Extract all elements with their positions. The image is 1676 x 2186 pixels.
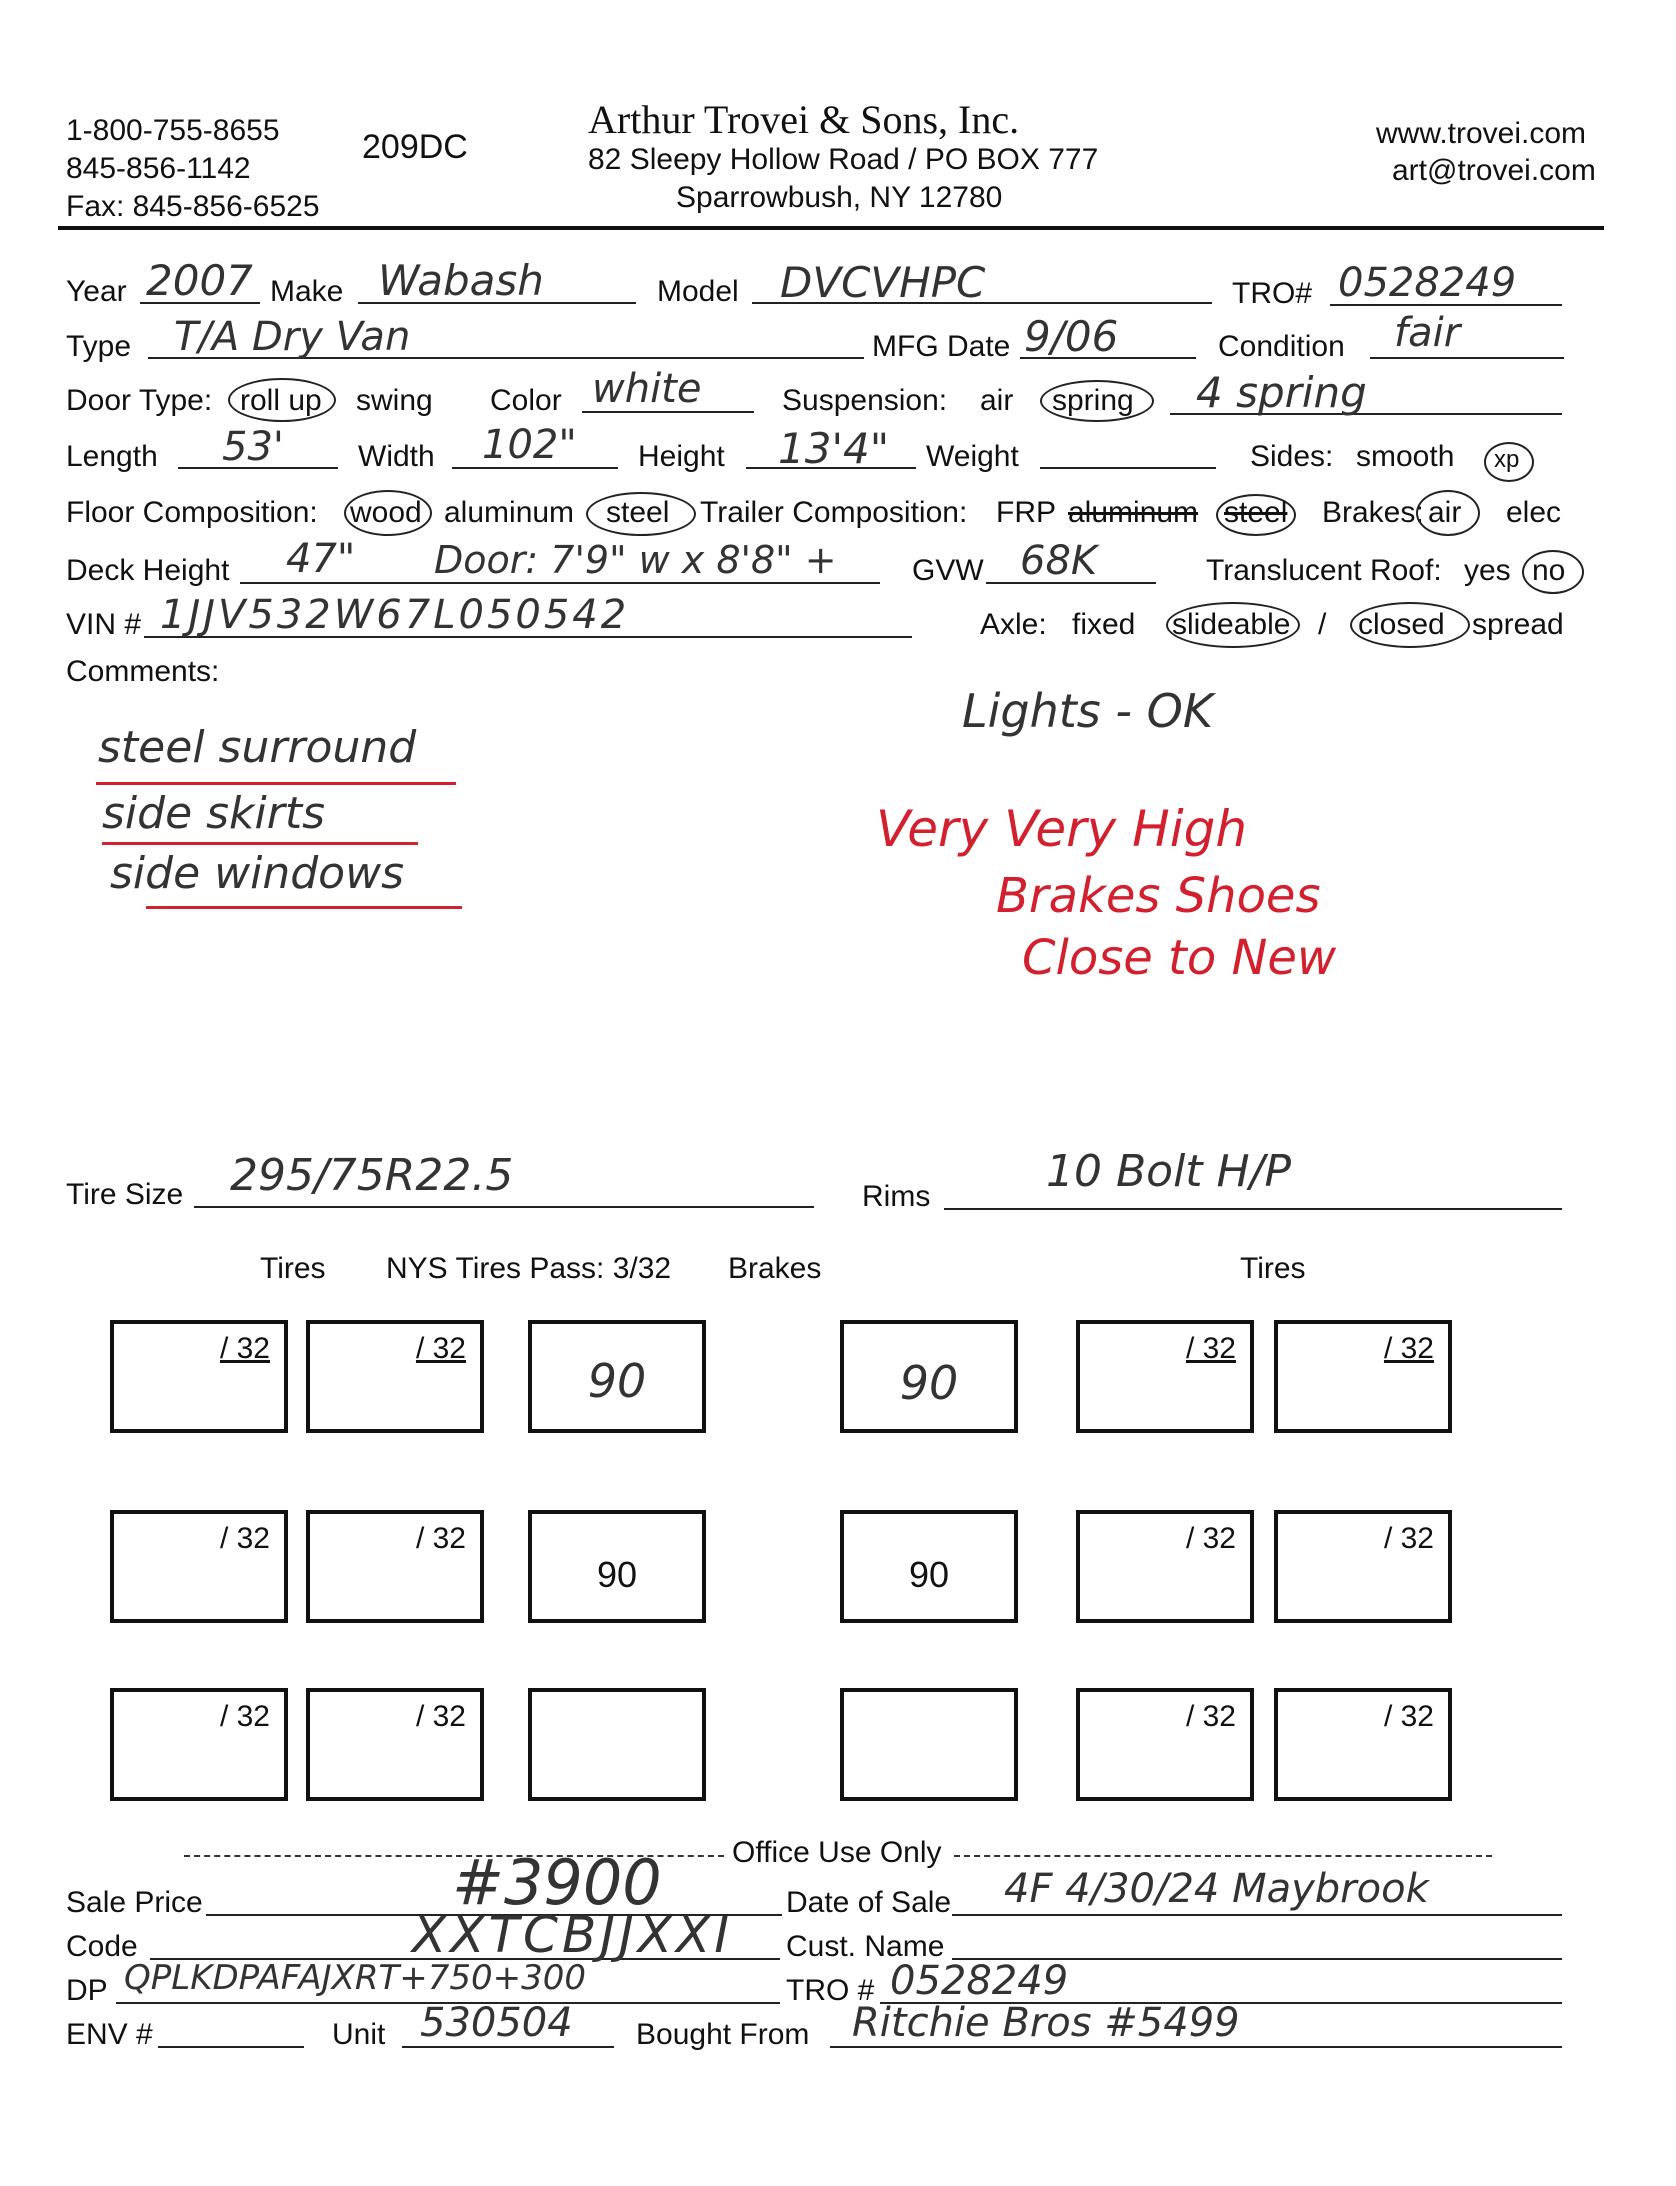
comment-red-line-3[interactable]: Close to New (1022, 930, 1337, 986)
make-value[interactable]: Wabash (378, 256, 544, 305)
length-value[interactable]: 53' (222, 424, 284, 470)
tire-depth-unit: / 32 (1185, 1522, 1236, 1555)
code-label: Code (66, 1930, 138, 1963)
sides-xp-option[interactable]: xp (1494, 446, 1520, 473)
axle-label: Axle: (980, 608, 1047, 641)
env-label: ENV # (66, 2018, 153, 2051)
brakes-label: Brakes: (1322, 496, 1424, 529)
door-type-label: Door Type: (66, 384, 213, 417)
height-label: Height (638, 440, 725, 473)
door-dimensions-value[interactable]: Door: 7'9" w x 8'8" + (434, 538, 837, 582)
model-label: Model (657, 275, 739, 308)
tire-box[interactable] (1274, 1320, 1452, 1433)
bought-from-field-line (830, 2046, 1562, 2048)
tire-size-field-line (194, 1206, 814, 1208)
tire-box[interactable] (110, 1320, 288, 1433)
make-label: Make (270, 275, 344, 308)
height-value[interactable]: 13'4" (778, 424, 890, 473)
suspension-air-option[interactable]: air (980, 384, 1014, 417)
tire-depth-unit: / 32 (1185, 1700, 1236, 1733)
form-code: 209DC (362, 128, 468, 166)
tire-box[interactable] (1076, 1320, 1254, 1433)
tire-box[interactable] (110, 1688, 288, 1801)
tire-depth-unit: / 32 (1383, 1332, 1434, 1365)
comment-left-line-1[interactable]: steel surround (98, 722, 417, 773)
tire-box[interactable] (306, 1688, 484, 1801)
comment-underline-1 (96, 782, 456, 785)
condition-label: Condition (1218, 330, 1345, 363)
brake-box[interactable] (528, 1688, 706, 1801)
fax-number: Fax: 845-856-6525 (66, 190, 320, 223)
year-value[interactable]: 2007 (146, 256, 253, 305)
tire-depth-unit: / 32 (219, 1522, 270, 1555)
sale-price-value[interactable]: #3900 (452, 1846, 662, 1919)
door-swing-option[interactable]: swing (356, 384, 433, 417)
cust-name-label: Cust. Name (786, 1930, 945, 1963)
tire-depth-unit: / 32 (1185, 1332, 1236, 1365)
brakes-elec-option[interactable]: elec (1506, 496, 1562, 529)
tire-depth-unit: / 32 (415, 1522, 466, 1555)
rims-label: Rims (862, 1180, 931, 1213)
comment-left-line-3[interactable]: side windows (110, 848, 404, 899)
tro-bottom-value[interactable]: 0528249 (890, 1958, 1069, 2004)
color-value[interactable]: white (592, 366, 702, 412)
trailer-aluminum-option[interactable]: aluminum (1068, 496, 1199, 529)
website-link[interactable]: www.trovei.com (1376, 117, 1587, 150)
translucent-roof-label: Translucent Roof: (1206, 554, 1442, 587)
axle-spread-option[interactable]: spread (1472, 608, 1564, 641)
nys-pass-header: NYS Tires Pass: 3/32 (386, 1252, 672, 1285)
unit-field-line (402, 2046, 614, 2048)
unit-label: Unit (332, 2018, 386, 2051)
color-label: Color (490, 384, 562, 417)
brake-box[interactable] (840, 1320, 1018, 1433)
comment-underline-2 (102, 842, 418, 845)
dp-value[interactable]: QPLKDPAFAJXRT+750+300 (124, 1958, 587, 1998)
type-value[interactable]: T/A Dry Van (174, 314, 411, 360)
deck-height-value[interactable]: 47" (286, 536, 356, 582)
brake-value: 90 (908, 1554, 950, 1595)
tire-depth-unit: / 32 (219, 1332, 270, 1365)
roof-yes-option[interactable]: yes (1464, 554, 1511, 587)
condition-field-line (1370, 357, 1564, 359)
comment-left-line-2[interactable]: side skirts (102, 788, 326, 839)
condition-value[interactable]: fair (1394, 310, 1461, 356)
year-label: Year (66, 275, 127, 308)
gvw-value[interactable]: 68K (1020, 538, 1098, 584)
tire-box[interactable] (1274, 1510, 1452, 1623)
tire-depth-unit: / 32 (415, 1700, 466, 1733)
address-line-2: Sparrowbush, NY 12780 (676, 181, 1003, 214)
deck-height-field-line (240, 582, 880, 584)
rims-field-line (944, 1208, 1562, 1210)
axle-slideable-option[interactable]: slideable (1172, 608, 1291, 641)
floor-wood-option[interactable]: wood (350, 496, 422, 529)
tire-box[interactable] (110, 1510, 288, 1623)
axle-closed-option[interactable]: closed (1358, 608, 1445, 641)
tires-right-header: Tires (1240, 1252, 1306, 1285)
address-line-1: 82 Sleepy Hollow Road / PO BOX 777 (588, 143, 1099, 176)
date-of-sale-value[interactable]: 4F 4/30/24 Maybrook (1004, 1866, 1429, 1912)
tire-box[interactable] (306, 1510, 484, 1623)
env-field-line (158, 2046, 304, 2048)
vin-value[interactable]: 1JJV532W67L050542 (160, 592, 630, 638)
tire-box[interactable] (1076, 1510, 1254, 1623)
tire-depth-unit: / 32 (1383, 1522, 1434, 1555)
mfg-date-label: MFG Date (872, 330, 1011, 363)
gvw-label: GVW (912, 554, 984, 587)
model-value[interactable]: DVCVHPC (780, 258, 986, 307)
suspension-spring-option[interactable]: spring (1052, 384, 1134, 417)
company-name: Arthur Trovei & Sons, Inc. (588, 97, 1020, 142)
sides-smooth-option[interactable]: smooth (1356, 440, 1455, 473)
tire-depth-unit: / 32 (1383, 1700, 1434, 1733)
office-dash-right (954, 1855, 1492, 1857)
rims-value[interactable]: 10 Bolt H/P (1046, 1146, 1291, 1197)
trailer-frp-option[interactable]: FRP (996, 496, 1056, 529)
brake-value: 90 (596, 1554, 638, 1595)
floor-aluminum-option[interactable]: aluminum (444, 496, 575, 529)
roof-no-option[interactable]: no (1532, 554, 1566, 587)
floor-steel-option[interactable]: steel (606, 496, 670, 529)
unit-value[interactable]: 530504 (420, 2000, 573, 2046)
dp-label: DP (66, 1974, 108, 2007)
phone-1: 1-800-755-8655 (66, 114, 280, 147)
brake-value: 90 (587, 1354, 647, 1408)
tires-left-header: Tires (260, 1252, 326, 1285)
type-label: Type (66, 330, 132, 363)
brake-box[interactable] (528, 1320, 706, 1433)
brake-value: 90 (899, 1356, 959, 1410)
code-value[interactable]: XXTCBJJXXI (412, 1906, 734, 1964)
floor-composition-label: Floor Composition: (66, 496, 318, 529)
axle-slash: / (1318, 608, 1327, 641)
comment-red-line-1[interactable]: Very Very High (876, 800, 1248, 858)
vin-label: VIN # (66, 608, 142, 641)
date-of-sale-field-line (952, 1914, 1562, 1916)
tire-size-value[interactable]: 295/75R22.5 (230, 1150, 514, 1201)
trailer-steel-option[interactable]: steel (1224, 496, 1288, 529)
date-of-sale-label: Date of Sale (786, 1886, 952, 1919)
tro-value[interactable]: 0528249 (1338, 260, 1517, 306)
tire-box[interactable] (306, 1320, 484, 1433)
brakes-air-option[interactable]: air (1428, 496, 1462, 529)
tire-size-label: Tire Size (66, 1178, 184, 1211)
weight-label: Weight (926, 440, 1019, 473)
brake-box[interactable] (528, 1510, 706, 1623)
deck-height-label: Deck Height (66, 554, 230, 587)
comment-underline-3 (146, 906, 462, 909)
brakes-header: Brakes (728, 1252, 822, 1285)
office-use-header: Office Use Only (732, 1836, 942, 1869)
brake-box[interactable] (840, 1510, 1018, 1623)
comment-red-line-2[interactable]: Brakes Shoes (996, 868, 1321, 924)
tire-box[interactable] (1076, 1688, 1254, 1801)
suspension-label: Suspension: (782, 384, 948, 417)
suspension-note-value[interactable]: 4 spring (1196, 368, 1367, 417)
sale-price-label: Sale Price (66, 1886, 203, 1919)
tro-bottom-label: TRO # (786, 1974, 875, 2007)
weight-field-line (1040, 467, 1216, 469)
tire-box[interactable] (1274, 1688, 1452, 1801)
bought-from-value[interactable]: Ritchie Bros #5499 (852, 2000, 1240, 2046)
width-value[interactable]: 102" (482, 422, 577, 468)
tire-depth-unit: / 32 (415, 1332, 466, 1365)
bought-from-label: Bought From (636, 2018, 810, 2051)
width-label: Width (358, 440, 435, 473)
header-divider (58, 226, 1604, 230)
sides-label: Sides: (1250, 440, 1334, 473)
axle-fixed-option[interactable]: fixed (1072, 608, 1136, 641)
tire-depth-unit: / 32 (219, 1700, 270, 1733)
comment-lights[interactable]: Lights - OK (962, 684, 1213, 738)
tro-label: TRO# (1232, 277, 1313, 310)
email-link[interactable]: art@trovei.com (1392, 154, 1596, 187)
door-roll-up-option[interactable]: roll up (240, 384, 322, 417)
brake-box[interactable] (840, 1688, 1018, 1801)
length-label: Length (66, 440, 158, 473)
comments-label: Comments: (66, 655, 220, 688)
trailer-composition-label: Trailer Composition: (700, 496, 968, 529)
phone-2: 845-856-1142 (66, 152, 251, 185)
mfg-date-value[interactable]: 9/06 (1024, 312, 1119, 361)
